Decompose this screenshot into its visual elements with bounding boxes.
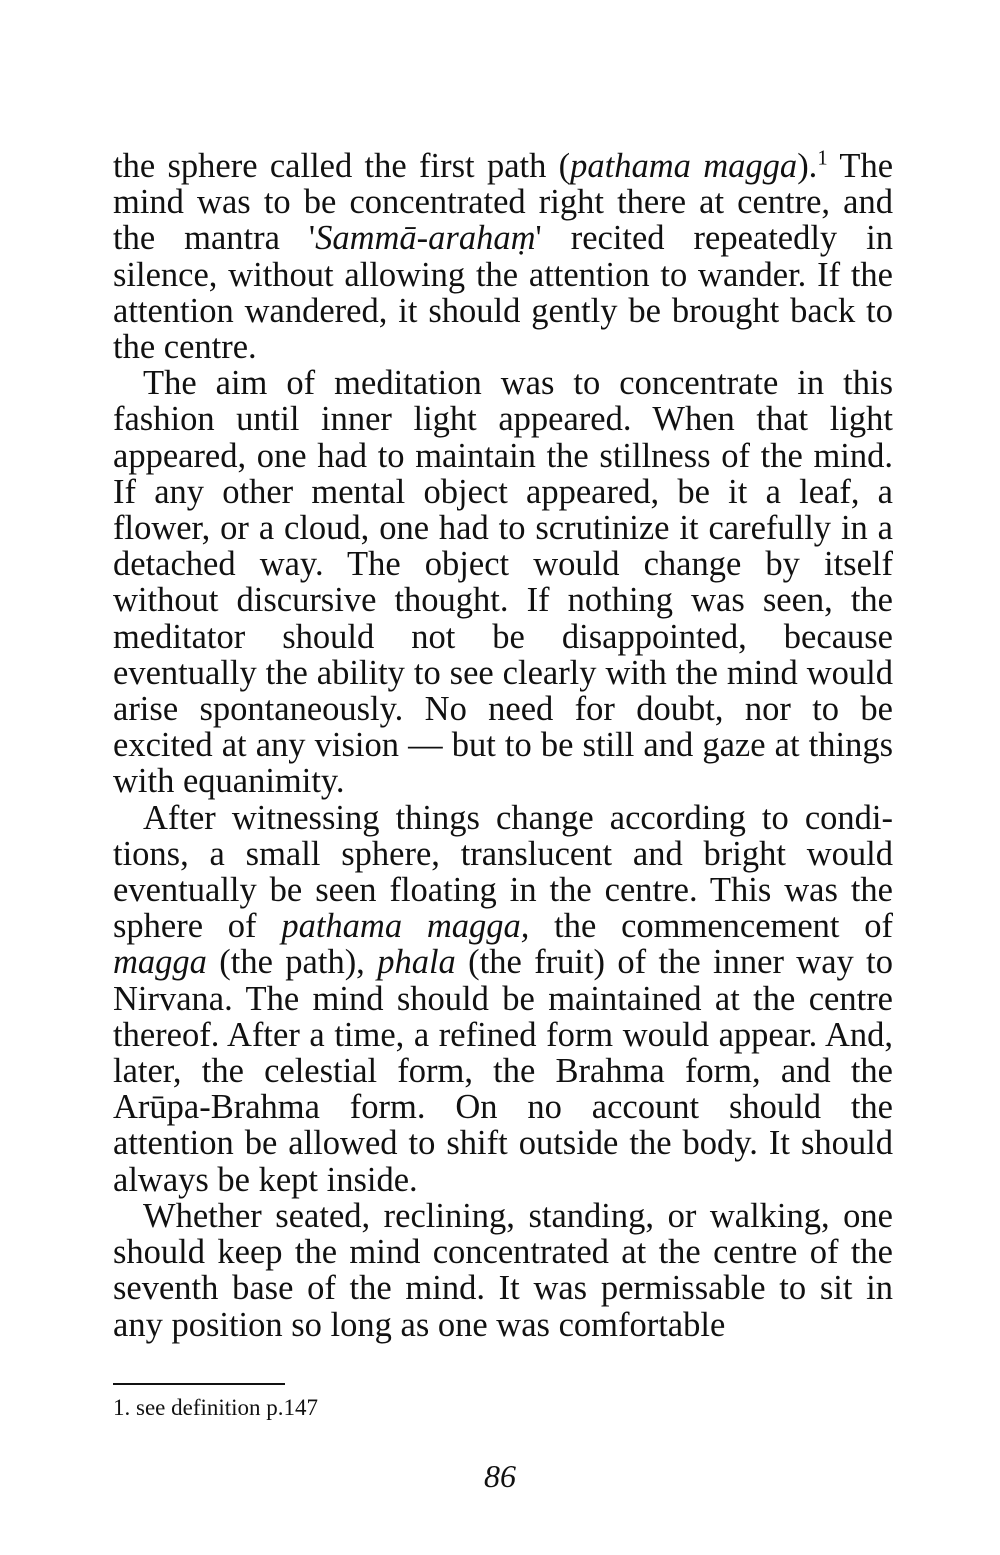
text-run: ' recited repeatedly in silence, without allowing the attention to wander. If the attention wandered, it should gently be brought back to the centre. <box>113 219 893 367</box>
text-run: (the path), <box>206 943 378 982</box>
italic-mantra: Sammā-arahaṃ <box>315 219 536 258</box>
italic-term: pathama magga <box>570 147 798 185</box>
footnote-marker: 1 <box>817 147 828 170</box>
paragraph-2: The aim of meditation was to concentrate in this fashion until inner light appeared. When that light appeared, one had to maintain the stillness of the mind. If any other mental object appeared, be it a leaf, a flower, or a cloud, one had to scrutinize it carefully in a detached way. The object would change by itself without discursive thought. If nothing was seen, the meditator should not be disappointed, because eventually the ability to see clearly with the mind would arise spontaneously. No need for doubt, nor to be excited at any vision — but to be still and gaze at things with equanimity. <box>113 364 893 801</box>
paragraph-4: Whether seated, reclining, standing, or walking, one should keep the mind concentrated at the centre of the seventh base of the mind. It was permissable to sit in any position so long as one was comfortable <box>113 1196 893 1344</box>
text-run: the sphere called the first path ( <box>113 147 571 185</box>
text-run: After witnessing things change according to conditions, a small sphere, translucent and bright would eventually be seen floating in the centre. This was the sphere of <box>113 798 893 946</box>
body-text <box>113 148 893 1343</box>
italic-term: phala <box>377 943 456 982</box>
italic-term: pathama magga, <box>281 907 530 946</box>
page-number: 86 <box>484 1458 516 1494</box>
text-run: the commencement of <box>529 907 893 946</box>
text-run: The mind was to be concentrated right there at centre, and the mantra ' <box>113 147 894 258</box>
italic-term: magga <box>113 943 207 982</box>
footnote-divider <box>113 1383 285 1385</box>
text-run: (the fruit) of the inner way to Nirvana. The mind should be maintained at the centre thereof. After a time, a refined form would appear. And, later, the celestial form, the Brahma form, and the Arūpa-Brahma form. On no account should the attention be allowed to shift outside the body. It should always be kept inside. <box>113 943 893 1199</box>
paragraph-3 <box>113 800 893 1198</box>
paragraph-1 <box>113 148 893 365</box>
footnote: 1. see definition p.147 <box>113 1395 319 1420</box>
text-run: ). <box>797 147 818 185</box>
